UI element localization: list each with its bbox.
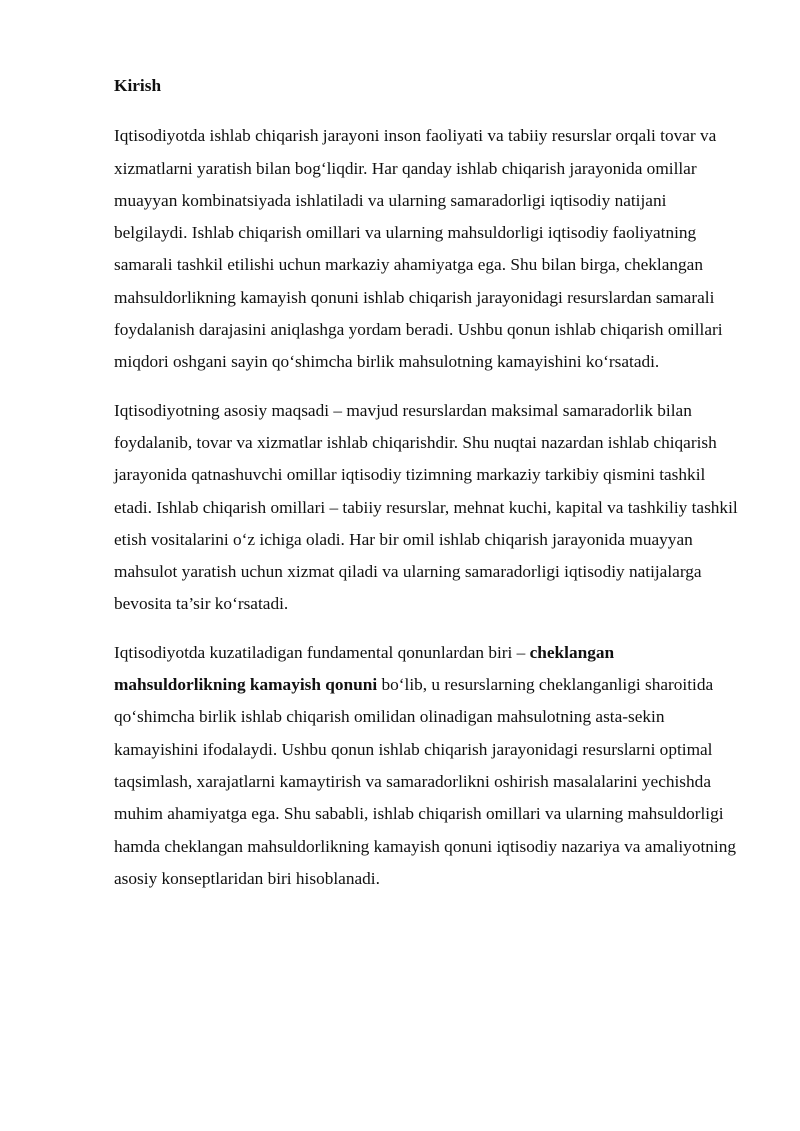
paragraph-1: Iqtisodiyotda ishlab chiqarish jarayoni inson faoliyati va tabiiy resurslar orqali tovar va xizmatlarni yaratish bilan bog‘liqdir. Har qanday ishlab chiqarish jarayonida omillar muayyan kombinatsiyada ishlatiladi va ularning samaradorligi iqtisodiy natijani belgilaydi. Ishlab chiqarish omillari va ularning mahsuldorligi iqtisodiy faoliyatning samarali tashkil etilishi uchun markaziy ahamiyatga ega. Shu bilan birga, cheklangan mahsuldorlikning kamayish qonuni ishlab chiqarish jarayonidagi resurslardan samarali foydalanish darajasini aniqlashga yordam beradi. Ushbu qonun ishlab chiqarish omillari miqdori oshgani sayin qo‘shimcha birlik mahsulotning kamayishini ko‘rsatadi. [114, 126, 723, 372]
document-body [114, 70, 744, 911]
paragraph-3-rest: bo‘lib, u resurslarning cheklanganligi sharoitida qo‘shimcha birlik ishlab chiqarish omilidan olinadigan mahsulotning asta-sekin kamayishini ifodalaydi. Ushbu qonun ishlab chiqarish jarayonidagi resurslarni optimal taqsimlash, xarajatlarni kamaytirish va samaradorlikni oshirish masalalarini yechishda muhim ahamiyatga ega. Shu sababli, ishlab chiqarish omillari va ularning mahsuldorligi hamda cheklangan mahsuldorlikning kamayish qonuni iqtisodiy nazariya va amaliyotning asosiy konseptlaridan biri hisoblanadi. [114, 675, 736, 888]
paragraph-3-bold-term: cheklangan mahsuldorlikning kamayish qonuni [114, 642, 615, 695]
section-heading: Kirish [114, 76, 162, 95]
paragraph-2: Iqtisodiyotning asosiy maqsadi – mavjud resurslardan maksimal samaradorlik bilan foydalanib, tovar va xizmatlar ishlab chiqarishdir. Shu nuqtai nazardan ishlab chiqarish jarayonida qatnashuvchi omillar iqtisodiy tizimning markaziy tarkibiy qismini tashkil etadi. Ishlab chiqarish omillari – tabiiy resurslar, mehnat kuchi, kapital va tashkiliy tashkil etish vositalarini o‘z ichiga oladi. Har bir omil ishlab chiqarish jarayonida muayyan mahsulot yaratish uchun xizmat qiladi va ularning samaradorligi iqtisodiy natijalarga bevosita ta’sir ko‘rsatadi. [114, 400, 738, 614]
paragraph-3 [114, 637, 744, 895]
paragraph-3-intro: Iqtisodiyotda kuzatiladigan fundamental qonunlardan biri – [114, 642, 530, 662]
